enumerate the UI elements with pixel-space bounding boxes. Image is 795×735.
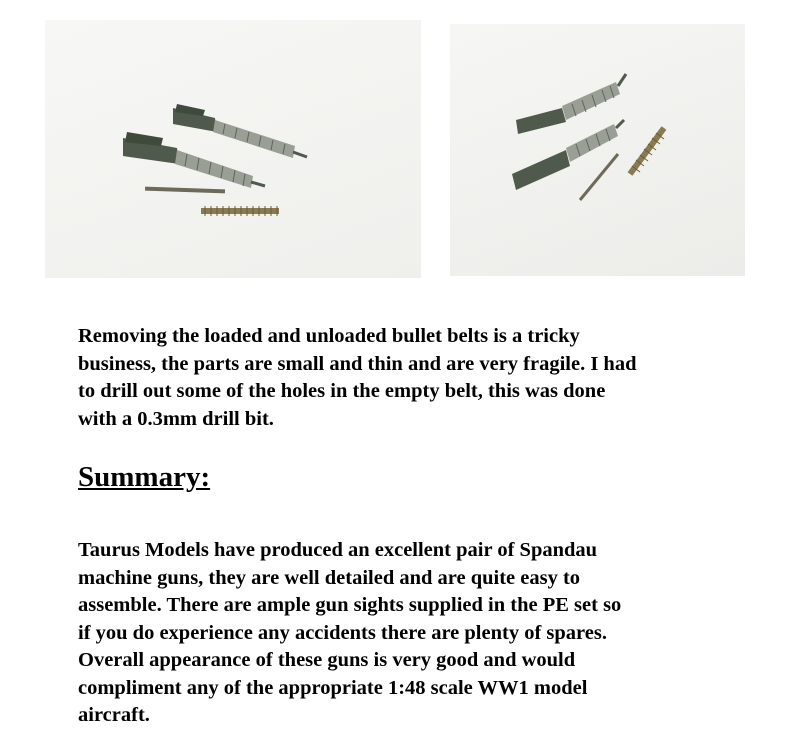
paragraph-line: compliment any of the appropriate 1:48 scale WW1 model (78, 676, 588, 699)
paragraph-line: business, the parts are small and thin and are very fragile. I had (78, 352, 637, 375)
spandau-guns-illustration-right (450, 24, 745, 276)
paragraph-line: with a 0.3mm drill bit. (78, 407, 274, 430)
paragraph-line: machine guns, they are well detailed and are quite easy to (78, 566, 581, 589)
removal-paragraph (78, 323, 768, 433)
paragraph-line: aircraft. (78, 704, 150, 726)
model-photo-right (450, 24, 745, 276)
paragraph-line: Removing the loaded and unloaded bullet belts is a tricky (78, 325, 580, 347)
machine-gun-upper (516, 74, 626, 134)
loaded-bullet-belt (630, 128, 664, 174)
machine-gun-upper (173, 104, 307, 158)
summary-paragraph (78, 537, 768, 730)
model-photo-left (45, 20, 421, 278)
paragraph-line: Overall appearance of these guns is very good and would (78, 649, 576, 671)
paragraph-line: if you do experience any accidents there are plenty of spares. (78, 621, 607, 644)
empty-bullet-belt (580, 154, 618, 200)
paragraph-line: to drill out some of the holes in the empty belt, this was done (78, 380, 606, 402)
paragraph-line: assemble. There are ample gun sights supplied in the PE set so (78, 594, 622, 616)
spandau-guns-illustration-left (45, 20, 421, 278)
summary-heading: Summary: (78, 461, 211, 493)
empty-bullet-belt (145, 187, 225, 194)
loaded-bullet-belt (201, 206, 279, 216)
paragraph-line: Taurus Models have produced an excellent pair of Spandau (78, 539, 598, 561)
